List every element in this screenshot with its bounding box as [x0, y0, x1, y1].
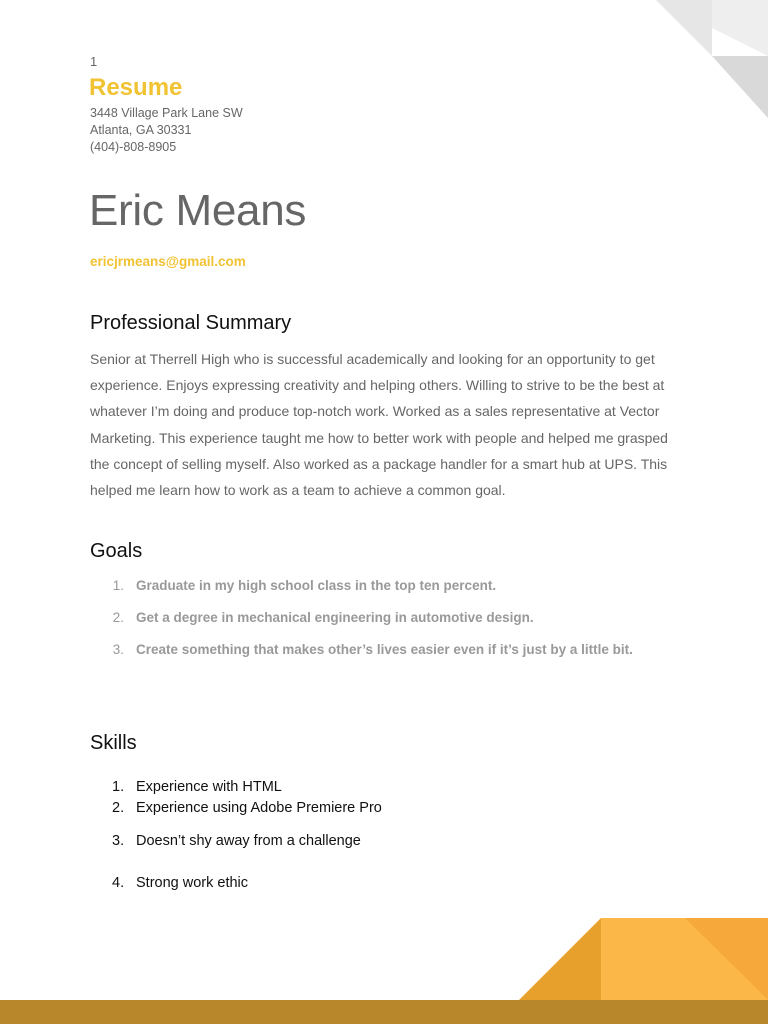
orange-block-mid: [601, 918, 685, 1000]
document-title: Resume: [89, 74, 183, 101]
summary-line: the concept of selling myself. Also worked as a package handler for a smart hub at UPS. This: [90, 455, 668, 472]
summary-text: [90, 346, 670, 503]
address-block: [90, 105, 243, 156]
corner-gray-dark: [712, 56, 768, 118]
orange-triangle-left: [519, 918, 601, 1000]
address-phone: (404)-808-8905: [90, 140, 177, 154]
skill-number: 1.: [112, 779, 125, 795]
summary-line: helped me learn how to work as a team to achieve a common goal.: [90, 482, 506, 499]
skill-text: Doesn’t shy away from a challenge: [136, 833, 361, 849]
address-city: Atlanta, GA 30331: [90, 123, 192, 137]
goal-number: 3.: [112, 642, 124, 657]
skill-text: Experience with HTML: [136, 779, 282, 795]
skill-number: 4.: [112, 875, 125, 891]
skill-text: Experience using Adobe Premiere Pro: [136, 800, 382, 816]
goal-text: Graduate in my high school class in the top ten percent.: [136, 578, 497, 593]
skill-number: 3.: [112, 833, 125, 849]
corner-gray-mid: [656, 0, 712, 56]
footer-bar: [0, 1000, 768, 1024]
address-street: 3448 Village Park Lane SW: [90, 106, 243, 120]
summary-line: experience. Enjoys expressing creativity and helping others. Willing to strive to be the best at: [90, 377, 665, 394]
skills-heading: Skills: [90, 732, 137, 754]
summary-line: Marketing. This experience taught me how to better work with people and helped me grasped: [90, 429, 668, 446]
email-link[interactable]: ericjrmeans@gmail.com: [90, 254, 246, 269]
goal-number: 1.: [112, 578, 124, 593]
summary-heading: Professional Summary: [90, 312, 292, 334]
skill-number: 2.: [112, 800, 125, 816]
summary-line: whatever I’m doing and produce top-notch work. Worked as a sales representative at Vector: [90, 403, 660, 420]
skill-text: Strong work ethic: [136, 875, 249, 891]
top-right-corner-decoration: [656, 0, 768, 118]
bottom-right-decoration: [0, 914, 768, 1024]
candidate-name: Eric Means: [89, 186, 307, 235]
page-number: 1: [90, 54, 98, 69]
goal-text: Get a degree in mechanical engineering in automotive design.: [136, 610, 534, 625]
goal-text: Create something that makes other’s lives easier even if it’s just by a little bit.: [136, 642, 633, 657]
goal-number: 2.: [112, 610, 124, 625]
summary-line: Senior at Therrell High who is successful academically and looking for an opportunity to get: [90, 351, 655, 367]
goals-heading: Goals: [90, 540, 143, 562]
